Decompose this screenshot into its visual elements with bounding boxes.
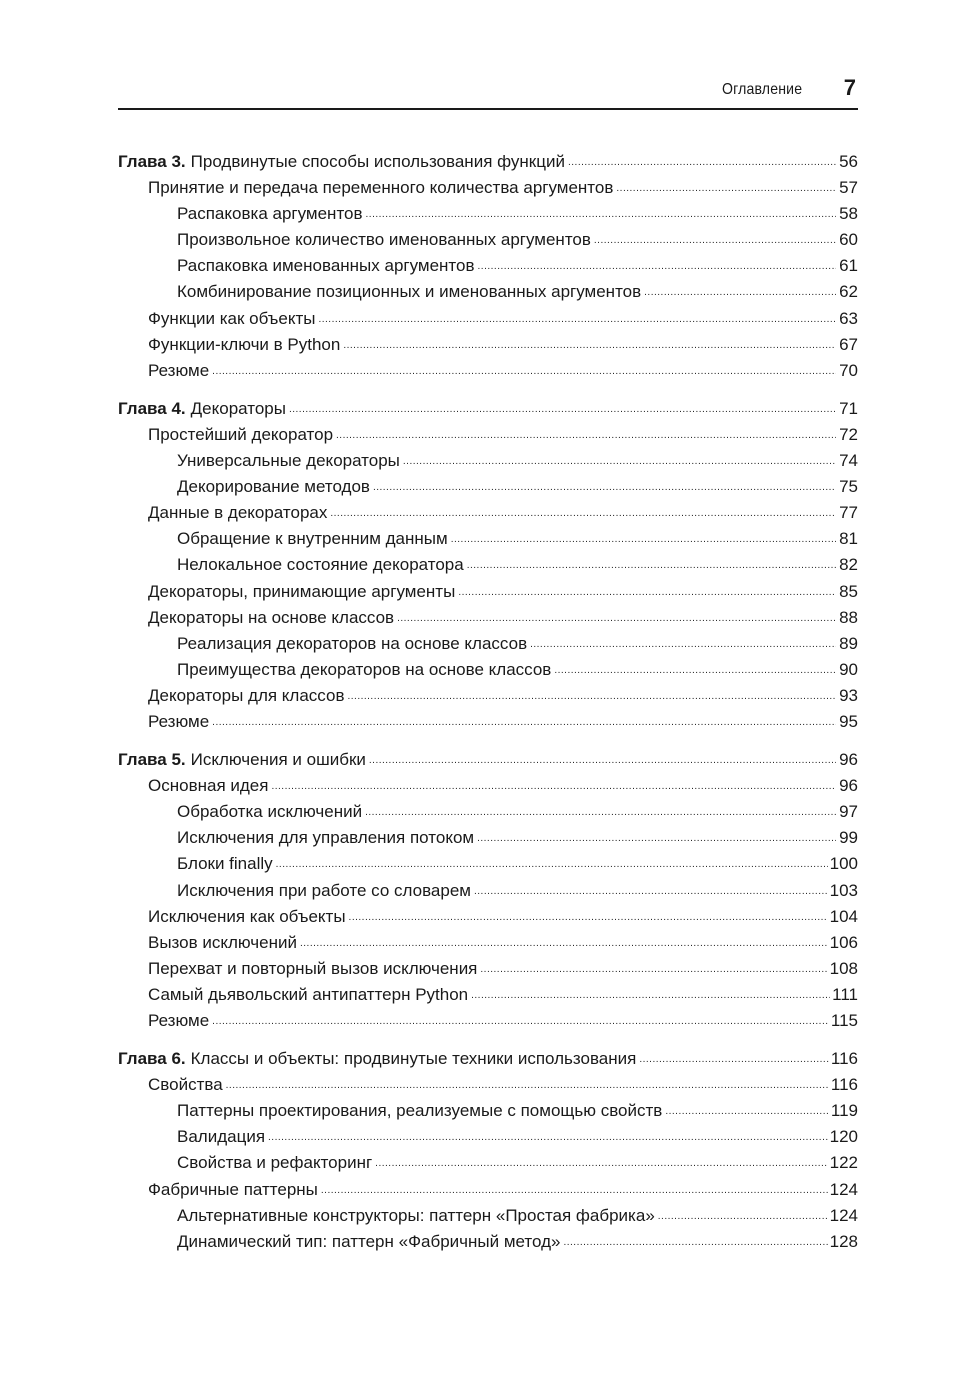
entry-title: Функции-ключи в Python xyxy=(148,334,341,354)
dot-leader xyxy=(568,150,836,176)
entry-page-number: 99 xyxy=(839,828,858,848)
dot-leader xyxy=(365,800,836,826)
toc-section-row[interactable] xyxy=(118,1072,858,1098)
toc-subsection-row[interactable] xyxy=(118,526,858,552)
chapter-label: Глава 6. xyxy=(118,1049,186,1069)
toc-subsection-row[interactable] xyxy=(118,878,858,904)
chapter-title: Классы и объекты: продвинутые техники использования xyxy=(190,1049,637,1069)
toc-chapter xyxy=(118,396,858,735)
dot-leader xyxy=(451,527,836,553)
entry-page-number: 57 xyxy=(839,178,858,198)
dot-leader xyxy=(477,826,836,852)
entry-title: Альтернативные конструкторы: паттерн «Простая фабрика» xyxy=(177,1205,655,1225)
entry-page-number: 124 xyxy=(829,1179,858,1199)
entry-page-number: 95 xyxy=(839,711,858,731)
entry-title: Блоки finally xyxy=(177,854,273,874)
entry-title: Самый дьявольский антипаттерн Python xyxy=(148,984,469,1004)
entry-title: Декораторы, принимающие аргументы xyxy=(148,581,456,601)
toc-section-row[interactable] xyxy=(118,1177,858,1203)
dot-leader xyxy=(347,684,836,710)
dot-leader xyxy=(318,307,836,333)
chapter-title: Исключения и ошибки xyxy=(190,750,366,770)
entry-page-number: 81 xyxy=(839,529,858,549)
entry-page-number: 63 xyxy=(839,308,858,328)
entry-title: Обработка исключений xyxy=(177,802,363,822)
entry-page-number: 89 xyxy=(839,633,858,653)
dot-leader xyxy=(321,1178,828,1204)
toc-subsection-row[interactable] xyxy=(118,201,858,227)
entry-page-number: 115 xyxy=(830,1011,858,1030)
entry-title: Распаковка именованных аргументов xyxy=(177,256,475,276)
entry-title: Данные в декораторах xyxy=(148,503,328,523)
dot-leader xyxy=(366,202,836,228)
dot-leader xyxy=(212,1009,829,1035)
entry-page-number: 93 xyxy=(839,685,858,705)
entry-title: Декорирование методов xyxy=(177,477,370,497)
dot-leader xyxy=(397,606,836,632)
toc-subsection-row[interactable] xyxy=(118,851,858,877)
toc-chapter xyxy=(118,1046,858,1255)
toc-section-row[interactable] xyxy=(118,175,858,201)
toc-section-row[interactable] xyxy=(118,500,858,526)
toc-subsection-row[interactable] xyxy=(118,474,858,500)
entry-title: Резюме xyxy=(148,711,210,731)
entry-page-number: 108 xyxy=(829,958,858,978)
chapter-page-number: 71 xyxy=(839,398,858,418)
toc-subsection-row[interactable] xyxy=(118,657,858,683)
entry-page-number: 74 xyxy=(839,451,858,471)
dot-leader xyxy=(375,1151,827,1177)
entry-title: Функции как объекты xyxy=(148,308,316,328)
toc-subsection-row[interactable] xyxy=(118,227,858,253)
entry-title: Свойства xyxy=(148,1075,223,1095)
entry-page-number: 62 xyxy=(839,282,858,302)
entry-page-number: 72 xyxy=(839,424,858,444)
chapter-title: Продвинутые способы использования функций xyxy=(190,152,565,171)
entry-page-number: 119 xyxy=(830,1101,858,1121)
toc-subsection-row[interactable] xyxy=(118,253,858,279)
dot-leader xyxy=(594,228,836,254)
dot-leader xyxy=(665,1099,829,1125)
toc-section-row[interactable] xyxy=(118,709,858,735)
entry-title: Распаковка аргументов xyxy=(177,204,363,224)
toc-subsection-row[interactable] xyxy=(118,552,858,578)
dot-leader xyxy=(467,553,836,579)
dot-leader xyxy=(276,852,828,878)
entry-title: Декораторы на основе классов xyxy=(148,607,395,627)
toc-chapter xyxy=(118,149,858,384)
dot-leader xyxy=(369,748,836,774)
toc-section-row[interactable] xyxy=(118,579,858,605)
entry-page-number: 88 xyxy=(839,607,858,627)
dot-leader xyxy=(373,475,836,501)
dot-leader xyxy=(343,333,836,359)
entry-title: Основная идея xyxy=(148,776,269,796)
dot-leader xyxy=(300,931,828,957)
chapter-label: Глава 5. xyxy=(118,750,186,770)
running-header-title: Оглавление xyxy=(721,81,802,98)
toc-section-row[interactable] xyxy=(118,422,858,448)
entry-page-number: 67 xyxy=(839,334,858,354)
toc-chapter-row[interactable] xyxy=(118,747,858,773)
entry-page-number: 122 xyxy=(829,1153,858,1173)
entry-title: Исключения при работе со словарем xyxy=(177,880,471,900)
toc-subsection-row[interactable] xyxy=(118,799,858,825)
dot-leader xyxy=(639,1047,829,1073)
dot-leader xyxy=(268,1125,828,1151)
entry-title: Резюме xyxy=(148,1011,210,1030)
toc-chapter-row[interactable] xyxy=(118,396,858,422)
entry-title: Исключения как объекты xyxy=(148,906,346,926)
dot-leader xyxy=(530,632,836,658)
toc-section-row[interactable] xyxy=(118,358,858,384)
entry-page-number: 120 xyxy=(829,1127,858,1147)
toc-section-row[interactable] xyxy=(118,956,858,982)
toc-subsection-row[interactable] xyxy=(118,1229,858,1255)
toc-section-row[interactable] xyxy=(118,904,858,930)
entry-page-number: 96 xyxy=(839,776,858,796)
toc-subsection-row[interactable] xyxy=(118,1150,858,1176)
chapter-page-number: 56 xyxy=(839,152,858,171)
toc-subsection-row[interactable] xyxy=(118,1203,858,1229)
dot-leader xyxy=(658,1204,828,1230)
entry-page-number: 85 xyxy=(839,581,858,601)
dot-leader xyxy=(403,449,836,475)
toc-section-row[interactable] xyxy=(118,605,858,631)
toc-chapter-row[interactable] xyxy=(118,1046,858,1072)
entry-page-number: 61 xyxy=(839,256,858,276)
dot-leader xyxy=(554,658,836,684)
chapter-page-number: 116 xyxy=(830,1049,858,1069)
entry-title: Декораторы для классов xyxy=(148,685,345,705)
toc-chapter-row[interactable] xyxy=(118,149,858,175)
dot-leader xyxy=(478,254,836,280)
toc-subsection-row[interactable] xyxy=(118,279,858,305)
entry-title: Обращение к внутренним данным xyxy=(177,529,448,549)
toc-subsection-row[interactable] xyxy=(118,1098,858,1124)
dot-leader xyxy=(336,423,836,449)
chapter-label: Глава 3. xyxy=(118,152,186,171)
entry-page-number: 106 xyxy=(829,932,858,952)
entry-page-number: 58 xyxy=(839,204,858,224)
entry-page-number: 103 xyxy=(829,880,858,900)
toc-section-row[interactable] xyxy=(118,306,858,332)
entry-title: Перехват и повторный вызов исключения xyxy=(148,958,478,978)
dot-leader xyxy=(271,774,836,800)
entry-title: Исключения для управления потоком xyxy=(177,828,475,848)
entry-title: Реализация декораторов на основе классов xyxy=(177,633,528,653)
dot-leader xyxy=(330,501,836,527)
entry-page-number: 111 xyxy=(832,984,858,1004)
toc-subsection-row[interactable] xyxy=(118,631,858,657)
dot-leader xyxy=(471,983,830,1009)
entry-title: Фабричные паттерны xyxy=(148,1179,318,1199)
running-header xyxy=(118,76,858,110)
dot-leader xyxy=(616,176,836,202)
entry-page-number: 116 xyxy=(830,1075,858,1095)
entry-title: Свойства и рефакторинг xyxy=(177,1153,373,1173)
entry-title: Резюме xyxy=(148,360,210,380)
dot-leader xyxy=(226,1073,829,1099)
dot-leader xyxy=(289,397,836,423)
entry-page-number: 60 xyxy=(839,230,858,250)
chapter-page-number: 96 xyxy=(839,750,858,770)
entry-title: Принятие и передача переменного количества аргументов xyxy=(148,178,614,198)
toc-section-row[interactable] xyxy=(118,1008,858,1034)
dot-leader xyxy=(480,957,827,983)
entry-page-number: 70 xyxy=(839,360,858,380)
entry-page-number: 82 xyxy=(839,555,858,575)
dot-leader xyxy=(474,879,828,905)
entry-page-number: 75 xyxy=(839,477,858,497)
dot-leader xyxy=(349,905,828,931)
entry-page-number: 104 xyxy=(829,906,858,926)
toc-chapter xyxy=(118,747,858,1034)
entry-title: Вызов исключений xyxy=(148,932,297,952)
entry-title: Динамический тип: паттерн «Фабричный метод» xyxy=(177,1231,561,1251)
entry-page-number: 128 xyxy=(829,1231,858,1251)
table-of-contents xyxy=(118,149,858,1267)
toc-subsection-row[interactable] xyxy=(118,825,858,851)
dot-leader xyxy=(212,710,836,736)
entry-title: Нелокальное состояние декоратора xyxy=(177,555,464,575)
dot-leader xyxy=(212,359,836,385)
toc-section-row[interactable] xyxy=(118,930,858,956)
entry-title: Универсальные декораторы xyxy=(177,451,400,471)
entry-title: Простейший декоратор xyxy=(148,424,334,444)
entry-title: Произвольное количество именованных аргументов xyxy=(177,230,591,250)
toc-section-row[interactable] xyxy=(118,982,858,1008)
dot-leader xyxy=(644,280,836,306)
entry-page-number: 97 xyxy=(839,802,858,822)
entry-page-number: 90 xyxy=(839,659,858,679)
entry-title: Преимущества декораторов на основе классов xyxy=(177,659,552,679)
entry-page-number: 77 xyxy=(839,503,858,523)
entry-page-number: 100 xyxy=(829,854,858,874)
page-number: 7 xyxy=(843,75,856,100)
toc-section-row[interactable] xyxy=(118,683,858,709)
entry-title: Комбинирование позиционных и именованных аргументов xyxy=(177,282,642,302)
chapter-label: Глава 4. xyxy=(118,398,186,418)
dot-leader xyxy=(563,1230,827,1256)
toc-subsection-row[interactable] xyxy=(118,1124,858,1150)
chapter-title: Декораторы xyxy=(190,398,286,418)
entry-page-number: 124 xyxy=(829,1205,858,1225)
dot-leader xyxy=(458,580,836,606)
toc-section-row[interactable] xyxy=(118,332,858,358)
entry-title: Паттерны проектирования, реализуемые с помощью свойств xyxy=(177,1101,663,1121)
toc-subsection-row[interactable] xyxy=(118,448,858,474)
entry-title: Валидация xyxy=(177,1127,266,1147)
toc-section-row[interactable] xyxy=(118,773,858,799)
